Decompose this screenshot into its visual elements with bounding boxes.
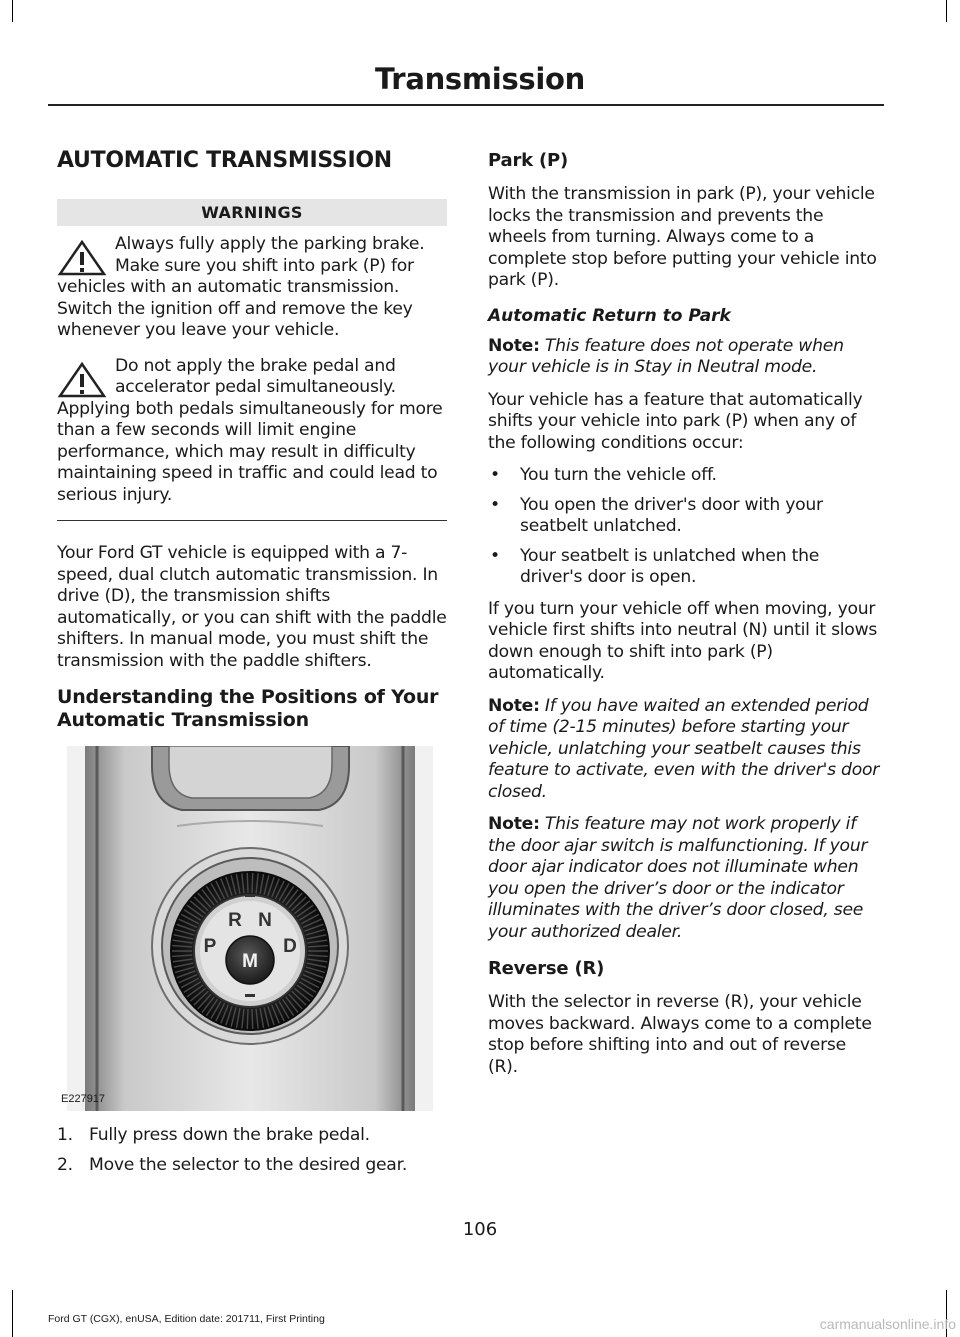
left-column [57, 140, 447, 1184]
list-item: • You open the driver's door with your seatbelt unlatched. [490, 494, 823, 536]
header-divider [48, 104, 884, 106]
watermark: carmanualsonline.info [819, 1316, 956, 1332]
park-heading: Park (P) [488, 150, 569, 171]
plus-indicator [245, 894, 255, 897]
conditions-list [488, 465, 880, 589]
step-item: 2. Move the selector to the desired gear. [57, 1154, 408, 1175]
warnings-divider [57, 520, 447, 521]
warnings-title: WARNINGS [57, 199, 447, 226]
warning-text-1: Always fully apply the parking brake. Make sure you shift into park (P) for vehicles with an automatic transmission. Switch the ignition off and remove the key whenever you leave your vehicle. [57, 234, 425, 340]
note-1: Note: This feature does not operate when your vehicle is in Stay in Neutral mode. [488, 335, 844, 377]
warning-item-2 [57, 356, 447, 507]
figure-code: E227917 [61, 1093, 106, 1105]
list-item: • You turn the vehicle off. [490, 465, 717, 485]
knurl-line [247, 873, 248, 893]
intro-paragraph: Your Ford GT vehicle is equipped with a 7-speed, dual clutch automatic transmission. In drive (D), the transmission shifts automatically, or you can shift with the paddle shifters. In manual mode, you must shift the transmission with the paddle shifters. [57, 543, 447, 671]
note-3: Note: This feature may not work properly if the door ajar switch is malfunctioning. If your door ajar indicator does not illuminate when you open the driver’s door or the indicator illuminates with the driver’s door closed, see your authorized dealer. [488, 814, 868, 942]
minus-indicator [245, 994, 255, 997]
gear-selector-figure [57, 746, 443, 1111]
gear-label-d: D [283, 936, 297, 957]
knurl-line [247, 1009, 248, 1029]
gear-selector-illustration [57, 746, 443, 1111]
gear-label-n: N [258, 910, 272, 931]
page-number: 106 [462, 1219, 498, 1240]
crop-mark [12, 0, 13, 22]
steps-list [57, 1125, 447, 1176]
warning-triangle-icon [57, 362, 107, 398]
moving-paragraph: If you turn your vehicle off when moving, your vehicle first shifts into neutral (N) until it slows down enough to shift into park (P) automatically. [488, 598, 878, 683]
crop-mark [12, 1290, 13, 1337]
section-heading: AUTOMATIC TRANSMISSION [57, 148, 392, 173]
gear-label-r: R [228, 910, 242, 931]
reverse-heading: Reverse (R) [488, 958, 605, 979]
note-2: Note: If you have waited an extended period of time (2-15 minutes) before starting your vehicle, unlatching your seatbelt causes this feature to activate, even with the driver's door closed. [488, 695, 880, 802]
list-item: • Your seatbelt is unlatched when the driver's door is open. [490, 545, 820, 587]
right-column [488, 149, 880, 1089]
subheading-positions: Understanding the Positions of Your Automatic Transmission [57, 686, 439, 731]
warning-triangle-icon [57, 240, 107, 276]
warning-item-1 [57, 234, 447, 342]
auto-return-paragraph: Your vehicle has a feature that automatically shifts your vehicle into park (P) when any of the following conditions occur: [488, 389, 863, 453]
knurl-line [252, 873, 253, 893]
crop-mark [946, 0, 947, 22]
auto-return-heading: Automatic Return to Park [488, 305, 731, 326]
page-title: Transmission [375, 62, 585, 96]
park-paragraph: With the transmission in park (P), your vehicle locks the transmission and prevents the wheels from turning. Always come to a complete stop before putting your vehicle into park (P). [488, 184, 877, 290]
reverse-paragraph: With the selector in reverse (R), your vehicle moves backward. Always come to a complete stop before shifting into and out of reverse (R). [488, 992, 872, 1077]
gear-label-p: P [203, 936, 217, 957]
knurl-line [252, 1009, 253, 1029]
warning-text-2: Do not apply the brake pedal and accelerator pedal simultaneously. Applying both pedals simultaneously for more than a few seconds will limit engine performance, which may result in difficulty maintaining speed in traffic and could lead to serious injury. [57, 355, 443, 505]
step-item: 1. Fully press down the brake pedal. [57, 1125, 370, 1145]
gear-label-m: M [242, 951, 258, 972]
footer-edition: Ford GT (CGX), enUSA, Edition date: 201711, First Printing [48, 1313, 325, 1325]
